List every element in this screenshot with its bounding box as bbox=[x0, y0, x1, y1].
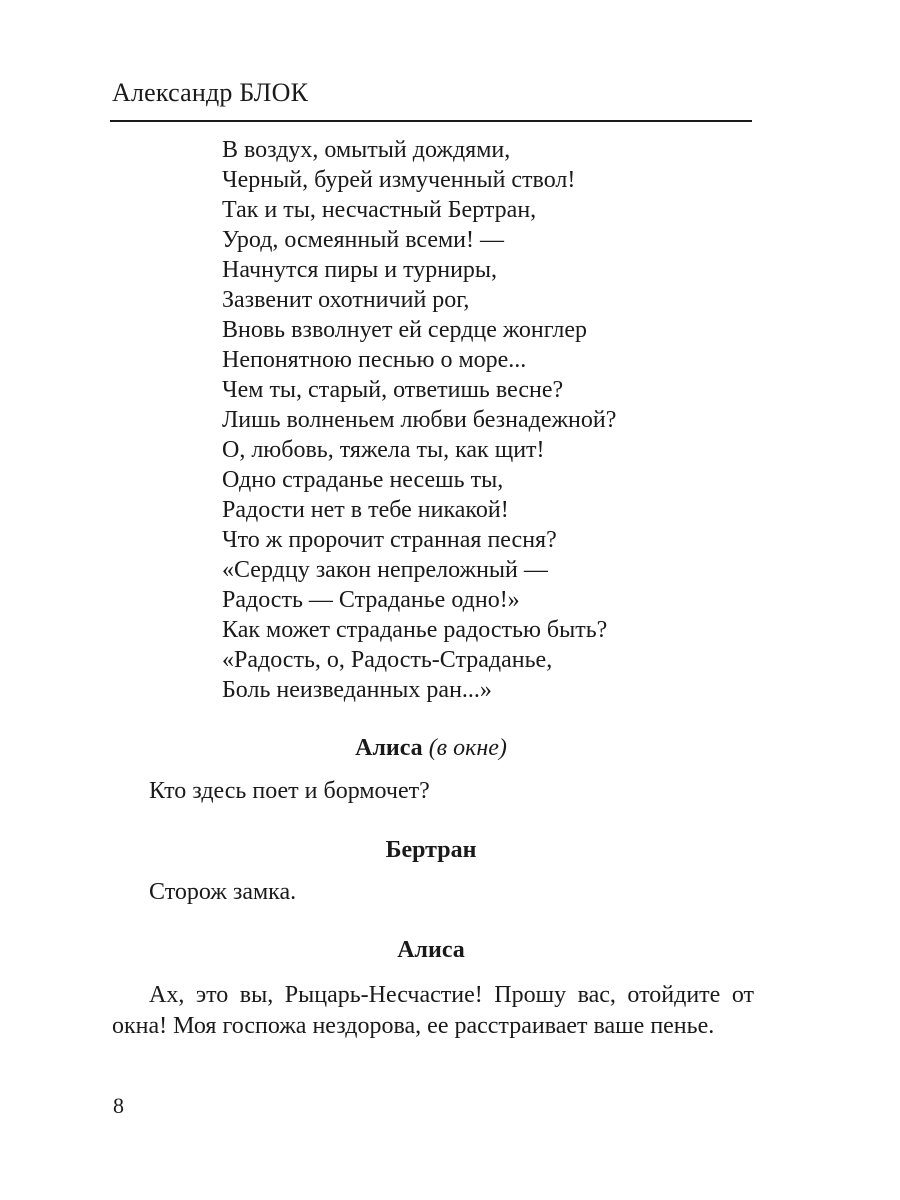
verse-line: Чем ты, старый, ответишь весне? bbox=[222, 377, 564, 403]
verse-line: Урод, осмеянный всеми! — bbox=[222, 227, 504, 253]
verse-line: Как может страданье радостью быть? bbox=[222, 617, 608, 643]
verse-line: Лишь волненьем любви безнадежной? bbox=[222, 407, 617, 433]
dialogue-text-alisa-2: Ах, это вы, Рыцарь-Несчастие! Прошу вас, отойдите от окна! Моя госпожа нездорова, ее расстраивает ваше пенье. bbox=[112, 982, 754, 1039]
verse-line: В воздух, омытый дождями, bbox=[222, 137, 511, 163]
stage-direction: (в окне) bbox=[428, 735, 507, 761]
verse-line: Черный, бурей измученный ствол! bbox=[222, 167, 576, 193]
page-number: 8 bbox=[113, 1093, 124, 1118]
verse-line: Начнутся пиры и турниры, bbox=[222, 257, 498, 283]
verse-line: Боль неизведанных ран...» bbox=[222, 677, 492, 703]
verse-line: «Сердцу закон непреложный — bbox=[222, 557, 548, 583]
verse-line: Радость — Страданье одно!» bbox=[222, 587, 520, 613]
speaker-name: Алиса bbox=[397, 937, 465, 963]
verse-line: «Радость, о, Радость-Страданье, bbox=[222, 647, 553, 673]
verse-line: Непонятною песнью о море... bbox=[222, 347, 527, 373]
verse-line: Радости нет в тебе никакой! bbox=[222, 497, 509, 523]
verse-line: Что ж пророчит странная песня? bbox=[222, 527, 557, 553]
verse-line: Одно страданье несешь ты, bbox=[222, 467, 504, 493]
speaker-heading-alisa bbox=[110, 735, 752, 762]
speaker-name: Алиса bbox=[355, 735, 423, 761]
speaker-name: Бертран bbox=[385, 837, 477, 863]
dialogue-text-bertran: Сторож замка. bbox=[149, 879, 297, 905]
verse-line: Вновь взволнует ей сердце жонглер bbox=[222, 317, 588, 343]
verse-line: Зазвенит охотничий рог, bbox=[222, 287, 470, 313]
dialogue-text-alisa-1: Кто здесь поет и бормочет? bbox=[149, 778, 430, 804]
speaker-heading-alisa-2 bbox=[110, 937, 752, 964]
verse-line: О, любовь, тяжела ты, как щит! bbox=[222, 437, 545, 463]
verse-line: Так и ты, несчастный Бертран, bbox=[222, 197, 537, 223]
speaker-heading-bertran bbox=[110, 837, 752, 864]
running-header-author: Александр БЛОК bbox=[112, 78, 309, 107]
header-rule bbox=[110, 120, 752, 122]
verse-block bbox=[222, 135, 616, 705]
